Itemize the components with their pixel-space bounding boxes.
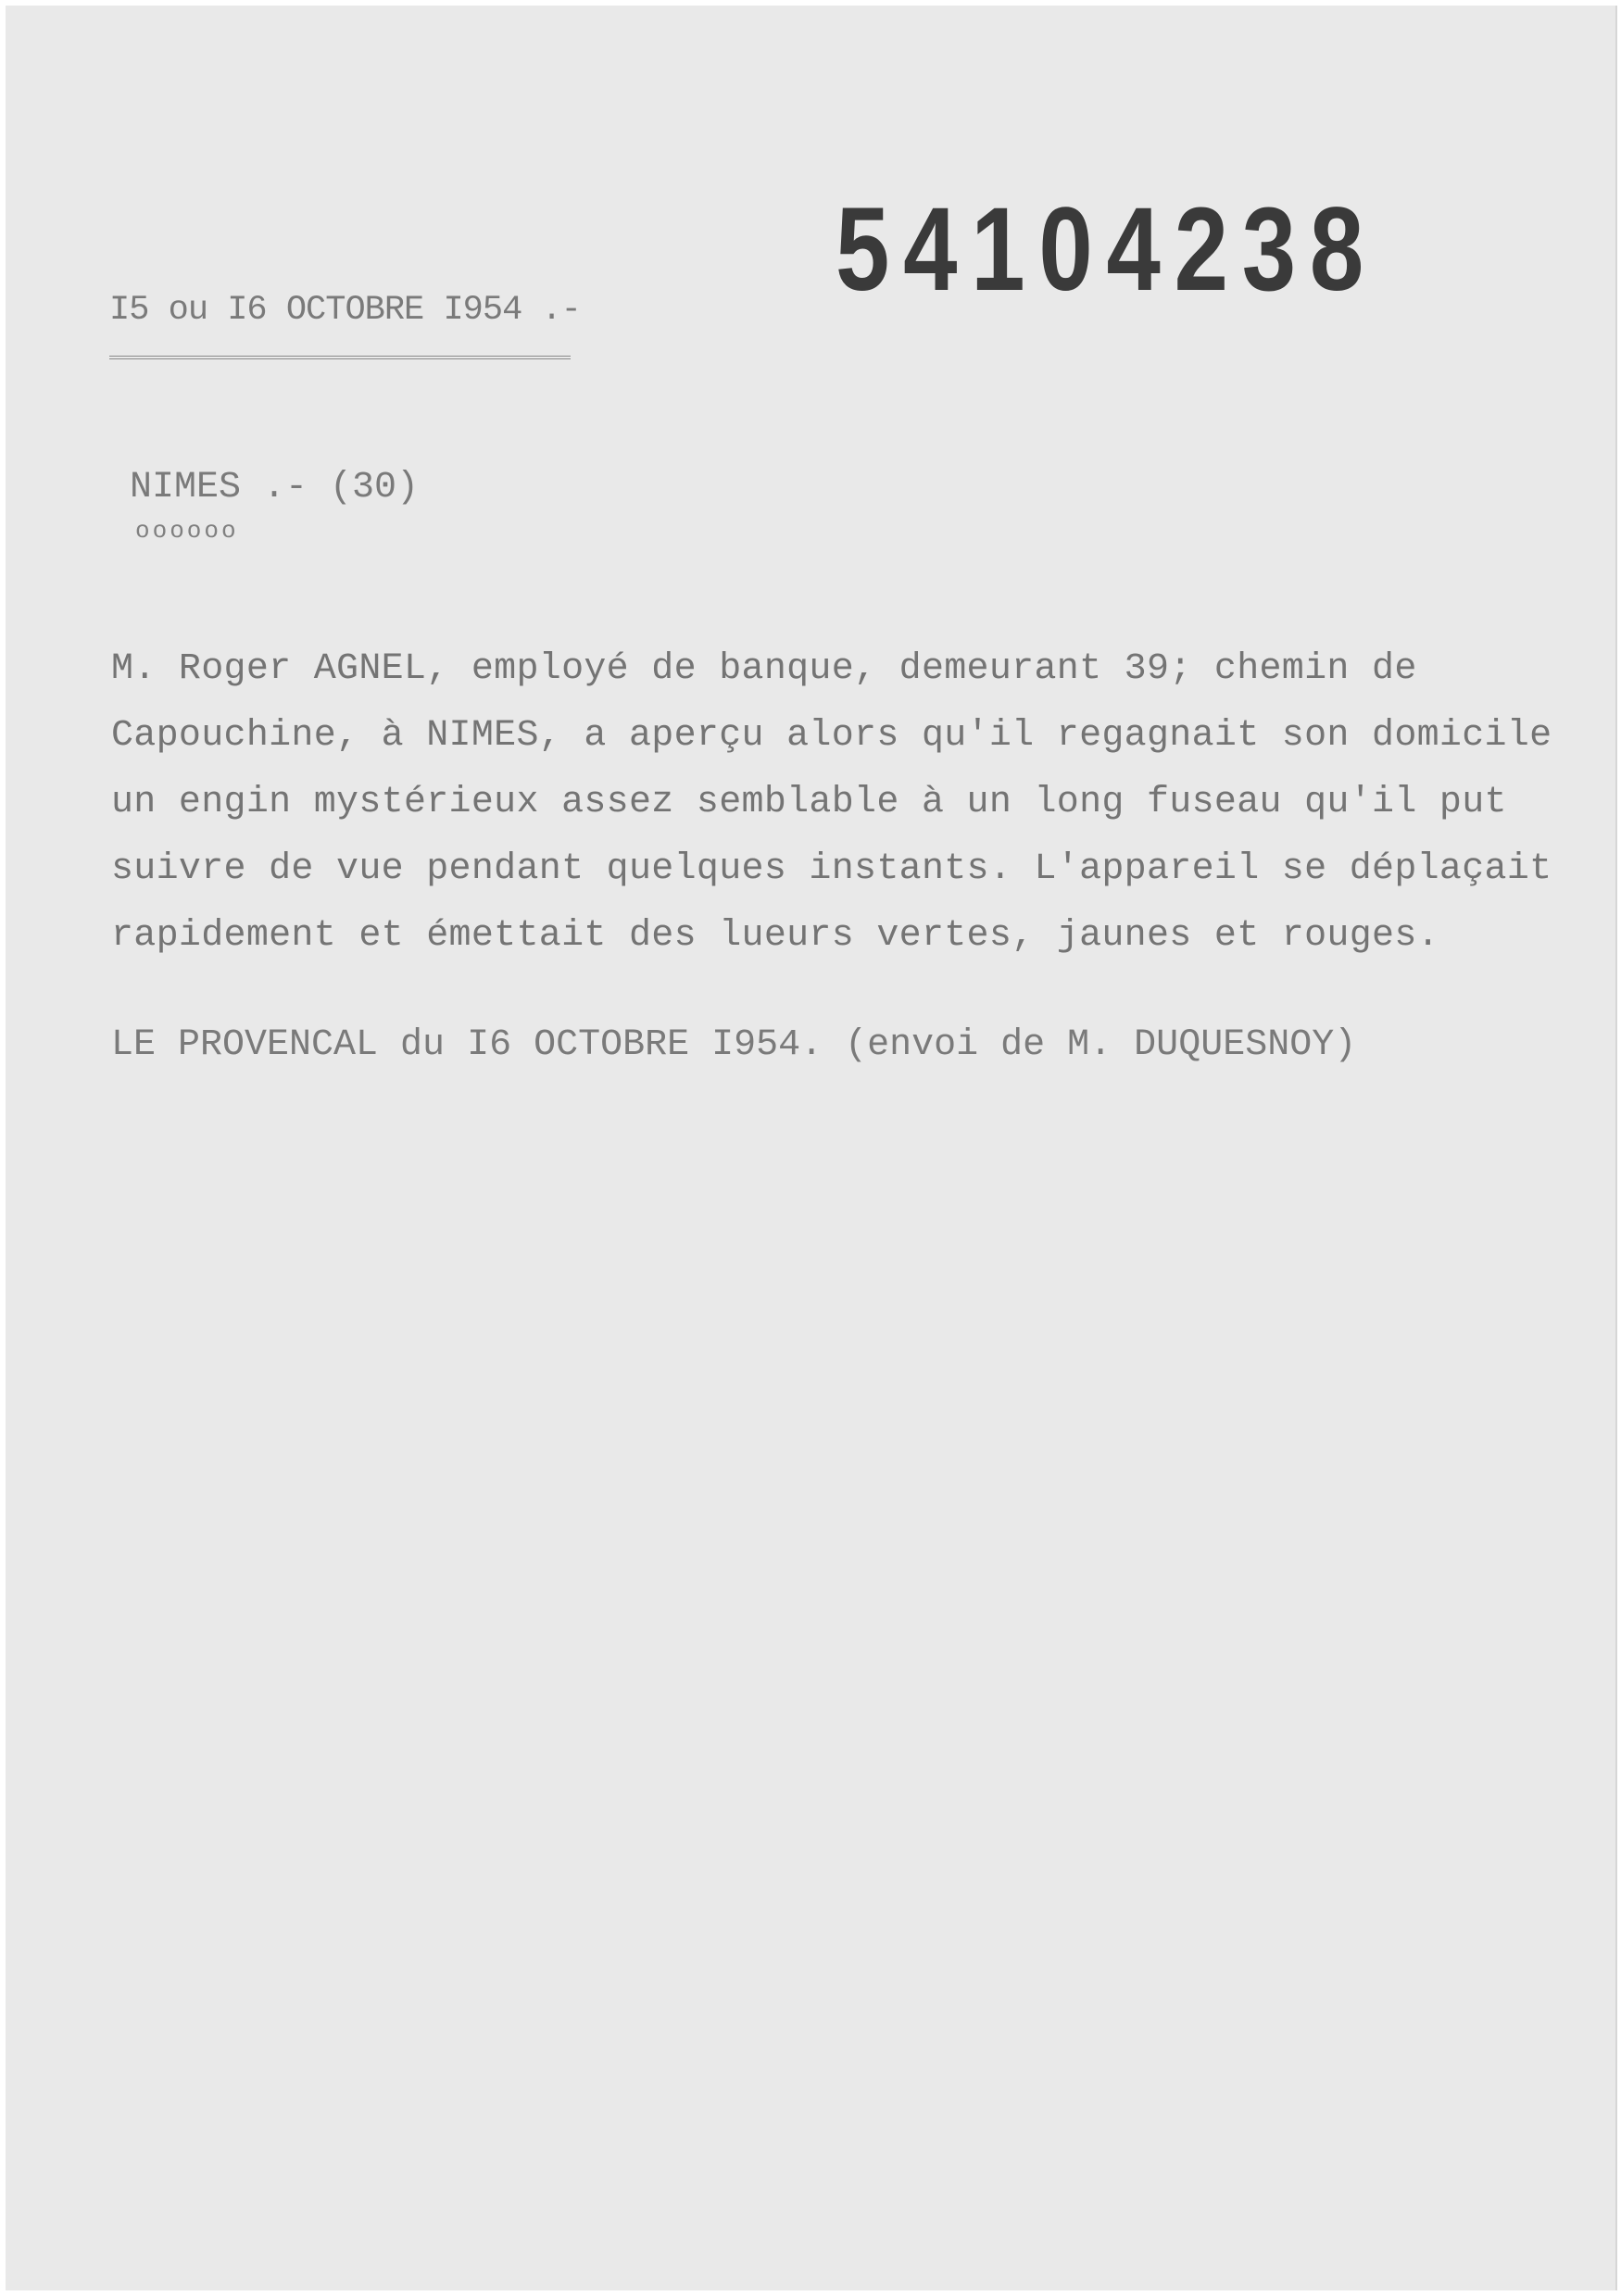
body-line: Capouchine, à NIMES, a aperçu alors qu'il regagnait son domicile <box>111 715 1552 757</box>
body-line: M. Roger AGNEL, employé de banque, demeurant 39; chemin de <box>111 648 1417 690</box>
document-number-stamp: 54104238 <box>836 183 1378 316</box>
place-heading-underline: oooooo <box>135 517 239 545</box>
document-page <box>6 6 1617 2290</box>
place-heading: NIMES .- (30) <box>130 467 420 508</box>
body-line: rapidement et émettait des lueurs vertes, jaunes et rouges. <box>111 915 1439 957</box>
body-line: un engin mystérieux assez semblable à un long fuseau qu'il put <box>111 782 1507 823</box>
header-date: I5 ou I6 OCTOBRE I954 .- <box>109 291 581 330</box>
body-line: suivre de vue pendant quelques instants. L'appareil se déplaçait <box>111 848 1552 890</box>
header-date-underline <box>109 356 571 359</box>
source-note: LE PROVENCAL du I6 OCTOBRE I954. (envoi de M. DUQUESNOY) <box>111 1024 1357 1066</box>
